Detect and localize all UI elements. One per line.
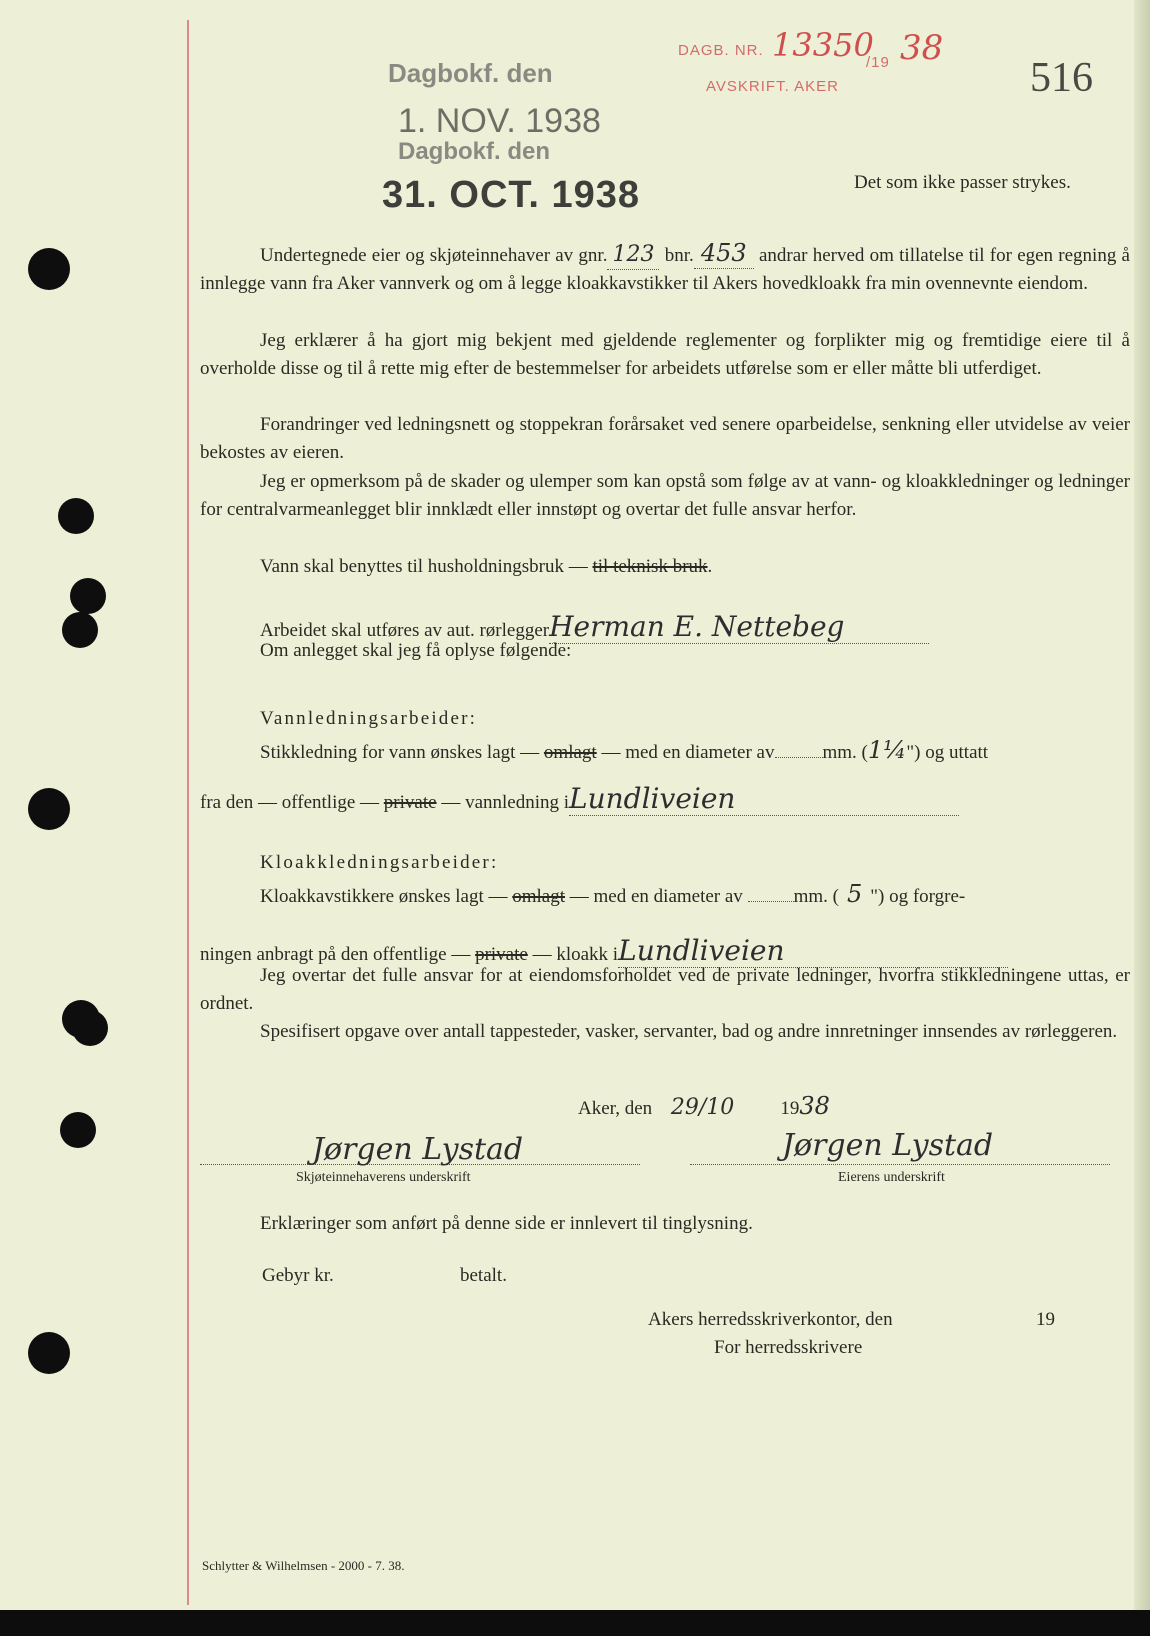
paragraph-5	[200, 1018, 1130, 1046]
page-number: 516	[1030, 55, 1093, 101]
punch-hole	[70, 578, 106, 614]
water-line-2	[200, 782, 959, 816]
date-line	[578, 1092, 830, 1120]
intro-paragraph	[200, 240, 1130, 297]
sewer-line2-a: ningen anbragt på den offentlige —	[200, 944, 471, 965]
sewer-heading: Kloakkledningsarbeider:	[260, 852, 499, 873]
office-year: 19	[1036, 1309, 1055, 1330]
declaration-line: Erklæringer som anført på denne side er innlevert til tinglysning.	[260, 1213, 753, 1234]
page-edge-right	[1134, 0, 1150, 1636]
strike-note: Det som ikke passer strykes.	[854, 172, 1071, 193]
sewer-text-d: ") og forgre-	[870, 886, 966, 907]
signature-eier-label: Eierens underskrift	[838, 1170, 945, 1185]
water-line-1	[260, 736, 988, 764]
water-street: Lundliveien	[569, 782, 959, 816]
water-dotted	[775, 757, 823, 758]
signature-owner-label: Skjøteinnehaverens underskrift	[296, 1170, 471, 1185]
margin-line	[187, 20, 189, 1605]
plumber-line	[260, 610, 929, 644]
intro-text-c: andrar herved om tillatelse til for egen regning å innlegge vann fra Aker vannverk og om å legge kloakkavstikker til Akers hovedkloakk fra min ovennevnte eiendom.	[200, 245, 1130, 294]
dagbok-date-1: 1. NOV. 1938	[398, 102, 601, 140]
punch-hole	[28, 1332, 70, 1374]
water-line2-b: — vannledning i	[441, 792, 570, 813]
page-edge-bottom	[0, 1610, 1150, 1636]
paragraph-1-text: Jeg erklærer å ha gjort mig bekjent med gjeldende reglementer og forplikter mig og fremtidige eiere til å overholde disse og til å rette mig efter de bestemmelser for arbeidets utførelse som er eller måtte bli utferdiget.	[200, 330, 1130, 379]
inform-line: Om anlegget skal jeg få oplyse følgende:	[260, 640, 572, 661]
water-diameter: 1¼	[867, 736, 907, 764]
water-text-a: Stikkledning for vann ønskes lagt —	[260, 742, 540, 763]
paragraph-4-text: Jeg overtar det fulle ansvar for at eiendomsforholdet ved de private ledninger, hvorfra stikkledningene uttas, er ordnet.	[200, 965, 1130, 1014]
year-suffix: 38	[900, 28, 944, 68]
dagbok-stamp-1: Dagbokf. den	[388, 58, 553, 88]
signature-owner: Jørgen Lystad	[312, 1132, 524, 1167]
paragraph-1	[200, 327, 1130, 382]
usage-struck: til teknisk bruk	[592, 556, 708, 577]
paragraph-2-text: Forandringer ved ledningsnett og stoppekran forårsaket ved senere oparbeidelse, senkning eller utvidelse av veier bekostes av eieren.	[200, 414, 1130, 463]
punch-hole	[28, 248, 70, 290]
sewer-text-b: — med en diameter av	[569, 886, 743, 907]
date-year: 38	[799, 1092, 830, 1120]
year-prefix: /19	[866, 54, 890, 71]
signature-eier-line	[690, 1164, 1110, 1165]
punch-hole	[60, 1112, 96, 1148]
printer-imprint: Schlytter & Wilhelmsen - 2000 - 7. 38.	[202, 1558, 405, 1573]
plumber-label: Arbeidet skal utføres av aut. rørlegger	[260, 620, 550, 641]
sewer-text-a: Kloakkavstikkere ønskes lagt —	[260, 886, 508, 907]
usage-text: Vann skal benyttes til husholdningsbruk —	[260, 556, 588, 577]
punch-hole	[58, 498, 94, 534]
sewer-line-1	[260, 880, 965, 908]
date-day: 29/10	[670, 1095, 735, 1120]
dagbok-date-2: 31. OCT. 1938	[382, 174, 641, 216]
date-place: Aker, den	[578, 1098, 653, 1119]
paragraph-2	[200, 411, 1130, 466]
date-year-prefix: 19	[780, 1098, 800, 1119]
signature-eier: Jørgen Lystad	[782, 1128, 994, 1163]
bnr-value: 453	[694, 240, 754, 269]
sewer-struck: omlagt	[512, 886, 566, 907]
avskrift-label: AVSKRIFT. AKER	[706, 78, 839, 95]
sewer-line2-struck: private	[475, 944, 528, 965]
water-line2-a: fra den — offentlige —	[200, 792, 380, 813]
water-struck: omlagt	[543, 742, 597, 763]
sewer-diameter: 5	[846, 880, 863, 908]
paid-label: betalt.	[460, 1265, 507, 1286]
paragraph-3-text: Jeg er opmerksom på de skader og ulemper som kan opstå som følge av at vann- og kloakkledninger og ledninger for centralvarmeanlegget blir innklædt eller innstøpt og overtar det fulle ansvar herfor.	[200, 471, 1130, 520]
for-clerk-line: For herredsskrivere	[714, 1337, 863, 1358]
paragraph-3	[200, 468, 1130, 523]
water-text-d: ") og uttatt	[906, 742, 989, 763]
sewer-text-c: mm. (	[793, 886, 839, 907]
water-line2-struck: private	[383, 792, 437, 813]
water-heading: Vannledningsarbeider:	[260, 708, 478, 729]
water-text-b: — med en diameter av	[601, 742, 775, 763]
gnr-value: 123	[607, 241, 659, 270]
dagbok-stamp-2: Dagbokf. den	[398, 138, 551, 165]
sewer-street: Lundliveien	[618, 934, 1008, 968]
office-line: Akers herredsskriverkontor, den	[648, 1309, 893, 1330]
dagb-number: 13350	[772, 26, 874, 64]
paragraph-5-text: Spesifisert opgave over antall tappesteder, vasker, servanter, bad og andre innretninger innsendes av rørleggeren.	[260, 1021, 1118, 1042]
punch-hole	[28, 788, 70, 830]
sewer-dotted	[748, 901, 794, 902]
intro-text-b: bnr.	[664, 245, 694, 266]
punch-hole	[62, 612, 98, 648]
fee-label: Gebyr kr.	[262, 1265, 334, 1286]
paragraph-4	[200, 962, 1130, 1017]
intro-text-a: Undertegnede eier og skjøteinnehaver av gnr.	[260, 245, 608, 266]
water-text-c: mm. (	[822, 742, 868, 763]
plumber-name: Herman E. Nettebeg	[549, 610, 929, 644]
sewer-line2-b: — kloakk i	[532, 944, 619, 965]
dagb-nr-label: DAGB. NR.	[678, 42, 764, 59]
punch-hole	[72, 1010, 108, 1046]
usage-line: Vann skal benyttes til husholdningsbruk — til teknisk bruk.	[260, 556, 713, 577]
